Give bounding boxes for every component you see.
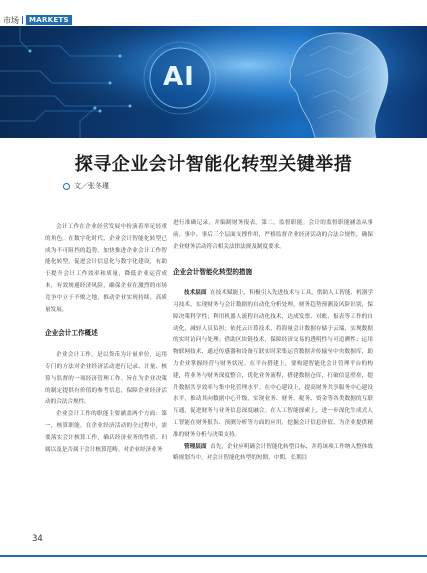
ai-text: AI [163,62,195,92]
section-header [0,14,72,26]
paragraph: 会计工作在企业经营发展中扮演着举足轻重的角色。在数字化时代，企业会计智能化转型已成为不可阻挡的趋势。加快推进企业会计工作智能化转型，促进会计信息化与数字化建设，有助于提升会计工作效率和质量，降低企业运营成本，有效规避经济风险，确保企业在激烈的市场竞争中立于不败之地，推动企业实现持续、高质量发展。 [45,224,167,313]
footer-rule [0,555,427,557]
hero-image [0,26,427,138]
paragraph [173,442,373,466]
section-heading: 企业会计工作概述 [45,329,98,338]
author-bullet-icon [63,183,70,190]
author-line [63,181,109,191]
section-separator [22,16,23,24]
paragraph-lead: 技术层面 [184,290,207,297]
paragraph: 进行准确记录，并编制财务报表。第二，监督职能。会计的监督职能涵盖从事前、事中、事后三个层面支撑作用，严格监督企业经济活动的合法合规性，确保企业财务活动符合相关法律法规及制度要求。 [173,220,373,250]
paragraph: 企业会计工作，是以货币为计量单位，运用专门的方法对企业经济活动进行记录、计量、核算与监督的一项经济管理工作。旨在为企业决策的制定提供有价值的参考信息，保障企业经济活动的合法合规性。 [45,352,167,406]
column-right [173,218,373,465]
ai-head-illustration [0,26,427,138]
paragraph: 企业会计工作的职能主要涵盖两个方面：第一，核算职能。在企业经济活动的全过程中，需要落实会计核算工作，确认经济业务的性质、归属以及是否属于会计核算范畴。对企业经济业务 [45,411,167,453]
paragraph-body: 在技术赋能上，积极引入先进技术与工具。借助人工智能、机器学习技术，实现财务与会计数据的自动化分析处理，财务趋势预测及风险识别，保障决策科学性；利用机器人流程自动化技术，达成发票、对账、报表等工作的自动化，减轻人员负担；依托云计算技术，将海量会计数据存储于云端，实现数据的实时访问与处理；借助区块链技术，保障经济交易的透明性与可追溯性；运用物联网技术，通过传感器和设备互联实时采集运营数据并传输至中央数据库，助力企业掌握经营与财务状况。在平台搭建上，要构建智能化会计管理平台的构建，将业务与财务深度整合，优化业务流程，搭建数据仓库，打破信息壁垒，提升数据共享效率与集中化管理水平。在中心建设上，提高财务共享服务中心建设水平，推动其向数据中心升级，实现业务、财务、税务、资金等各类数据的互联互通，促进财务与业务信息深度融合。在人工智能探索上，进一步深化生成式人工智能在财务报告、预测分析等方面的应用，挖掘会计信息价值，为企业提供精准的财务分析与决策支持。 [173,290,373,438]
section-label-en: MARKETS [26,15,72,25]
column-left [45,222,167,456]
paragraph [173,288,373,441]
section-label-cn: 市场 [3,15,19,25]
author-name: 文／张冬瑾 [74,182,109,190]
paragraph-lead: 管理层面 [184,443,207,450]
paragraph-body: 首先，企业应明确会计智能化转型目标，并将该项工作纳入整体战略规划当中，对会计智能化转型的短期、中期、长期目 [173,443,373,462]
section-heading: 企业会计智能化转型的措施 [173,268,253,277]
article-title: 探寻企业会计智能化转型关键举措 [74,154,353,175]
page-number: 34 [32,534,43,544]
